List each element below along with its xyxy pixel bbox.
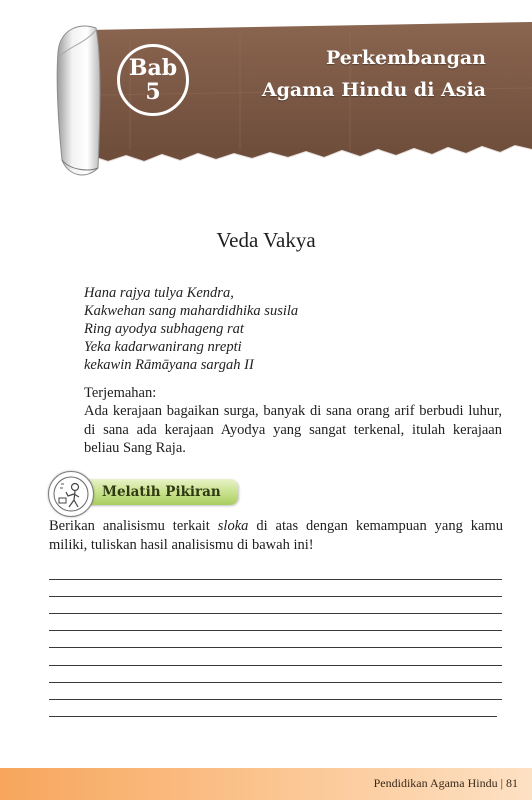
instruction-emphasis: sloka: [217, 518, 249, 534]
page-footer: [0, 768, 532, 800]
answer-line[interactable]: [49, 666, 502, 683]
answer-lines: [49, 563, 502, 717]
verse-line: Kakwehan sang mahardidhika susila: [84, 303, 299, 319]
chapter-title-line2: Agama Hindu di Asia: [261, 79, 486, 101]
exercise-instruction: [49, 517, 503, 554]
answer-line[interactable]: [49, 563, 502, 580]
answer-line[interactable]: [49, 631, 502, 648]
chapter-banner: [0, 0, 532, 180]
answer-line[interactable]: [49, 614, 502, 631]
instruction-text: Berikan analisismu terkait: [49, 518, 218, 534]
verse-source: kekawin Rāmāyana sargah II: [84, 357, 254, 373]
chapter-number-badge: [117, 44, 189, 116]
answer-line[interactable]: [49, 683, 502, 700]
answer-line[interactable]: [49, 597, 502, 614]
instruction-text: di atas dengan kemampuan yang kamu miliki, tuliskan hasil analisismu di bawah ini!: [49, 518, 503, 553]
chapter-title: [262, 42, 486, 106]
exercise-title: Melatih Pikiran: [102, 484, 221, 500]
chapter-number: 5: [145, 79, 161, 105]
verse-line: Yeka kadarwanirang nrepti: [84, 339, 242, 355]
scroll-curl: [57, 26, 100, 175]
verse-line: Ring ayodya subhageng rat: [84, 321, 244, 337]
translation-label: Terjemahan:: [84, 385, 157, 401]
answer-line[interactable]: [49, 648, 502, 665]
footer-page-info: Pendidikan Agama Hindu | 81: [373, 776, 518, 790]
chapter-title-line1: Perkembangan: [325, 47, 486, 69]
verse-line: Hana rajya tulya Kendra,: [84, 285, 234, 301]
thinking-figure-icon: [48, 471, 94, 517]
answer-line[interactable]: [49, 580, 502, 597]
translation-text: Ada kerajaan bagaikan surga, banyak di sana orang arif berbudi luhur, di sana ada kerajaan Ayodya yang sangat terkenal, itulah kerajaan beliau Sang Raja.: [84, 403, 502, 456]
verse-block: [84, 284, 298, 374]
section-title: Veda Vakya: [216, 228, 316, 252]
chapter-prefix: Bab: [128, 55, 178, 81]
answer-line[interactable]: [49, 700, 497, 717]
